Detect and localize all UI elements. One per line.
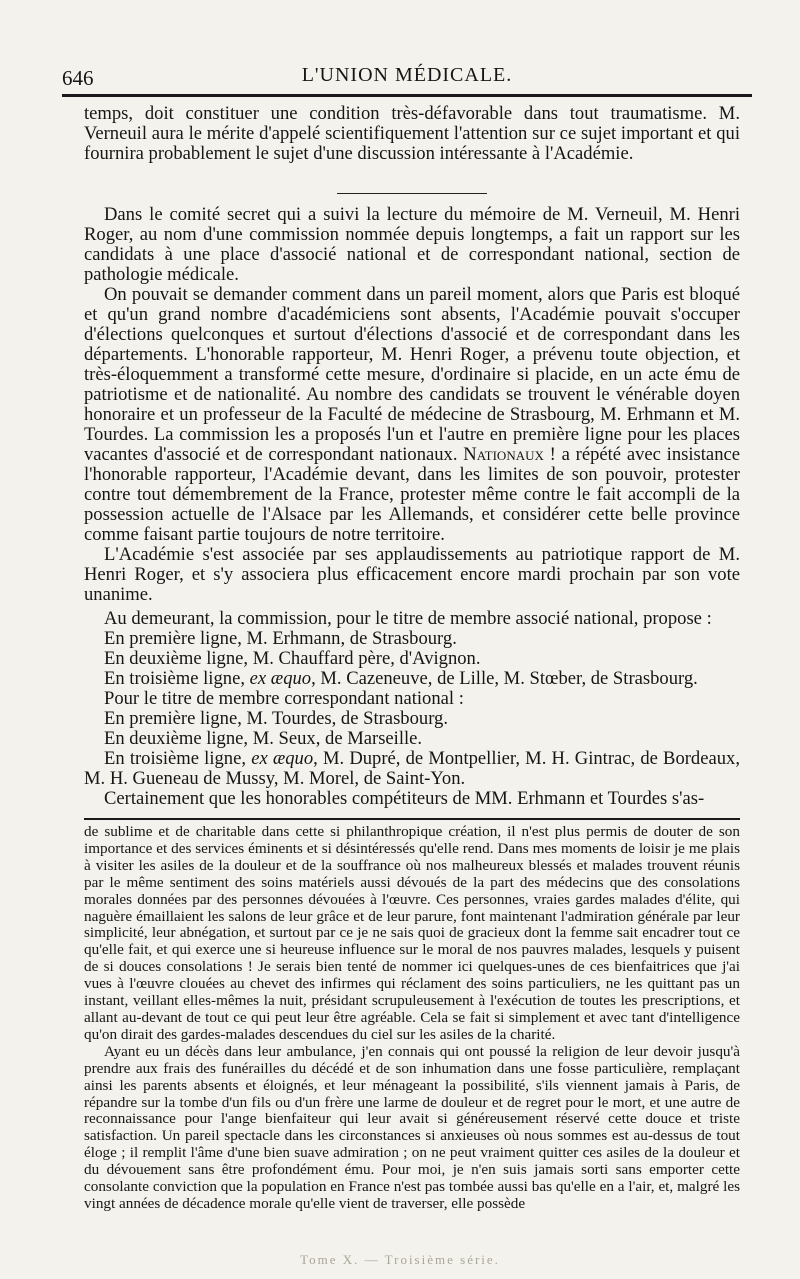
section-divider — [337, 193, 487, 194]
text-span: En troisième ligne, — [104, 748, 247, 769]
footnote-paragraph: de sublime et de charitable dans cette si philanthropique création, il n'est plus permis de douter de son importance et des services éminents et si désintéressés qu'elle rend. Dans mes moments de loisir je me plais à visiter les asiles de la douleur et de la souffrance où nos malheureux blessés et malades trouvent réunis par le même sentiment des soins matériels aussi dévoués de la part des médecins que des consolations morales données par des personnes dévouées à l'œuvre. Ces personnes, vraies gardes malades d'élite, qui naguère émaillaient les salons de leur grâce et de leur parure, font maintenant l'admiration générale par leur simplicité, leur abnégation, et surtout par ce je ne sais quoi de gracieux dont la femme sait encadrer tout ce qu'elle fait, et qui exerce une si heureuse influence sur le moral de nos pauvres malades, lesquels y puisent de si douces consolations ! Je serais bien tenté de nommer ici quelques-unes de ces bienfaitrices que j'ai vues à l'œuvre clouées au chevet des infirmes qui réclament des soins particuliers, ne les quittant pas un instant, veillant elles-mêmes la nuit, présidant scrupuleusement à l'exécution de toutes les prescriptions, et allant au-devant de tout ce qui peut leur être agréable. Cela se fait si simplement et avec tant d'intelligence qu'on dirait des gardes-malades descendues du ciel sur les asiles de la charité. — [84, 823, 740, 1043]
paragraph: Certainement que les honorables compétiteurs de MM. Erhmann et Tourdes s'as- — [104, 788, 705, 809]
text-span: On pouvait se demander comment dans un pareil moment, alors que Paris est bloqué et qu'un grand nombre d'académiciens sont absents, l'Académie pouvait s'occuper d'élections quelconques et surtout d'élections d'associé et de correspondant dans les départements. L'honorable rapporteur, M. Henri Roger, a prévenu toute objection, et très-éloquemment a transformé cette mesure, d'ordinaire si placide, en un acte ému de patriotisme et de nationalité. Au nombre des candidats se trouvent le vénérable doyen honoraire et un professeur de la Faculté de médecine de Strasbourg, M. Erhmann et M. Tourdes. La commission les a proposés l'un et l'autre en première ligne pour les places vacantes d'associé et de correspondant nationaux. — [84, 284, 740, 465]
candidate-line — [84, 749, 740, 789]
page-header — [62, 60, 752, 97]
candidate-line: En première ligne, M. Erhmann, de Strasbourg. — [104, 628, 457, 649]
paragraph — [84, 285, 740, 545]
candidate-line: En deuxième ligne, M. Chauffard père, d'Avignon. — [104, 648, 481, 669]
small-caps-word: Nationaux — [463, 444, 544, 465]
paragraph: Au demeurant, la commission, pour le titre de membre associé national, propose : — [104, 608, 712, 629]
journal-title: L'UNION MÉDICALE. — [301, 64, 513, 86]
candidate-line: En deuxième ligne, M. Seux, de Marseille. — [104, 728, 423, 749]
bleed-through-text: Tome X. — Troisième série. — [300, 1252, 500, 1267]
text-span: , M. Cazeneuve, de Lille, M. Stœber, de Strasbourg. — [311, 668, 698, 689]
text-span: ! a répété avec insistance l'honorable rapporteur, l'Académie devant, dans les limites de son pouvoir, protester contre tout démembrement de la France, protester même contre le fait accompli de la possession actuelle de l'Alsace par les Allemands, et considérer cette belle province comme faisant partie toujours de notre territoire. — [84, 444, 740, 545]
candidate-line — [84, 669, 740, 689]
main-text — [84, 104, 740, 809]
candidate-line: En première ligne, M. Tourdes, de Strasbourg. — [104, 708, 448, 729]
footnote — [84, 824, 740, 1213]
paragraph: temps, doit constituer une condition très-défavorable dans tout traumatisme. M. Verneuil aura le mérite d'appelé scientifiquement l'attention sur ce sujet important et qui fournira probablement le sujet d'une discussion intéressante à l'Académie. — [84, 103, 740, 164]
italic-text: ex æquo — [251, 748, 314, 769]
paragraph: L'Académie s'est associée par ses applaudissements au patriotique rapport de M. Henri Roger, et s'y associera plus efficacement encore mardi prochain par son vote unanime. — [84, 544, 740, 605]
text-span: En troisième ligne, — [104, 668, 245, 689]
page-number: 646 — [62, 66, 94, 90]
paragraph: Dans le comité secret qui a suivi la lecture du mémoire de M. Verneuil, M. Henri Roger, au nom d'une commission nommée depuis longtemps, a fait un rapport sur les candidats à une place d'associé national et de correspondant national, section de pathologie médicale. — [84, 204, 740, 285]
footnote-paragraph: Ayant eu un décès dans leur ambulance, j'en connais qui ont poussé la religion de leur devoir jusqu'à prendre aux frais des funérailles du décédé et de son inhumation dans une fosse particulière, remplaçant ainsi les parents absents et éloignés, et leur ménageant la possibilité, s'ils viennent jamais à Paris, de répandre sur la tombe d'un fils ou d'un frère une larme de douleur et de regret pour le mort, et une autre de reconnaissance pour l'ange bienfaiteur qui leur avait si généreusement réservé cette douce et triste satisfaction. Un pareil spectacle dans les circonstances si anxieuses où nous sommes est au-dessus de tout éloge ; il remplit l'âme d'une bien suave admiration ; on ne peut vraiment quitter ces asiles de la douleur et du dévouement sans être profondément ému. Pour moi, je n'en suis jamais sorti sans emporter cette consolante conviction que la population en France n'est pas tombée aussi bas qu'elle en a l'air, et, malgré les vingt années de décadence morale qu'elle vient de traverser, elle possède — [84, 1042, 740, 1212]
footnote-divider — [84, 818, 740, 820]
text-span: , M. Dupré, de Montpellier, M. H. Gintrac, de Bordeaux, M. H. Gueneau de Mussy, M. Morel, de Saint-Yon. — [84, 748, 740, 789]
paragraph: Pour le titre de membre correspondant national : — [104, 688, 464, 709]
italic-text: ex æquo — [249, 668, 312, 689]
